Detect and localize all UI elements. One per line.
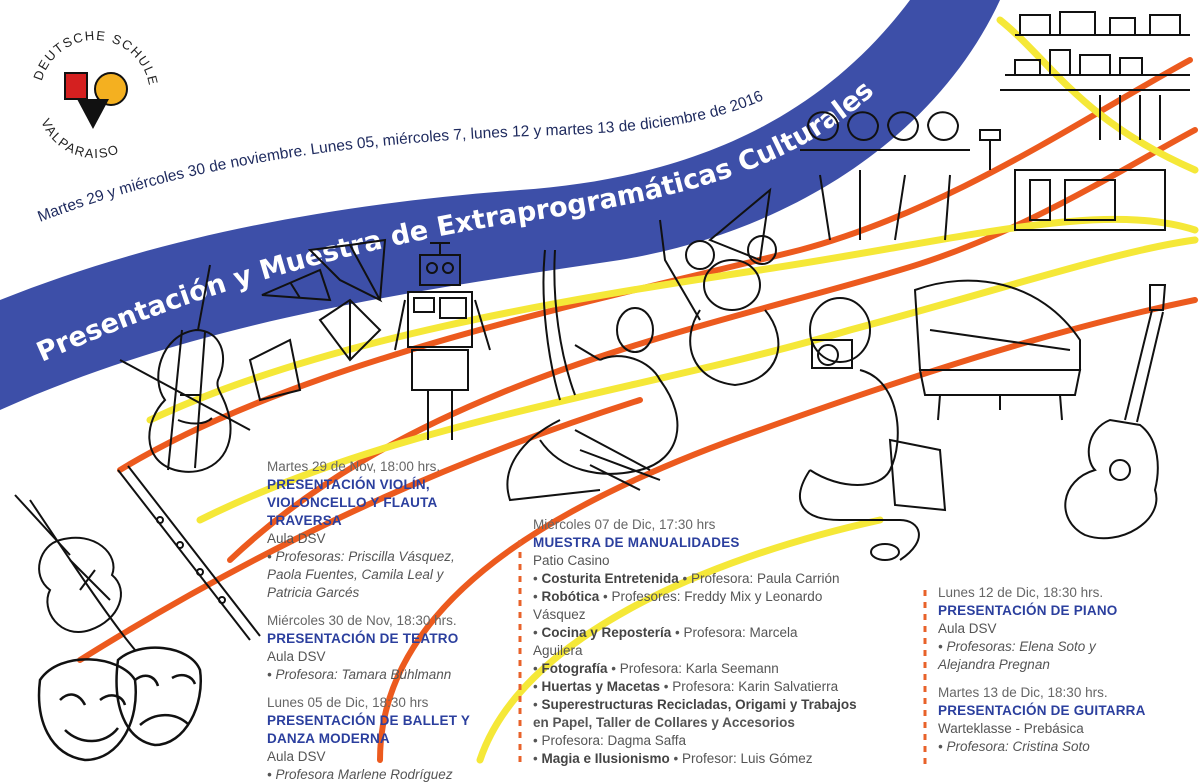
guitar-icon bbox=[1065, 285, 1165, 538]
bullet: • bbox=[533, 589, 542, 604]
violin-icon bbox=[15, 495, 135, 650]
event-date: Lunes 05 de Dic, 18:30 hrs bbox=[267, 695, 429, 710]
column-piano-guitarra bbox=[938, 584, 1193, 756]
workshop-teacher: • Profesores: Freddy Mix y Leonardo bbox=[599, 589, 823, 604]
event-teacher: • Profesora: Cristina Soto bbox=[938, 739, 1090, 754]
bullet: • bbox=[533, 751, 542, 766]
event-place: Aula DSV bbox=[267, 749, 326, 764]
event-title: MUESTRA DE MANUALIDADES bbox=[533, 535, 740, 550]
event-teacher: • Profesora Marlene Rodríguez bbox=[267, 767, 453, 782]
workshop-name: Magia e Ilusionismo bbox=[541, 751, 670, 766]
event-title: DANZA MODERNA bbox=[267, 731, 390, 746]
bullet: • bbox=[533, 661, 542, 676]
workshop-item bbox=[533, 732, 913, 750]
workshop-item bbox=[533, 570, 913, 588]
event-place: Aula DSV bbox=[267, 649, 326, 664]
event-date: Lunes 12 de Dic, 18:30 hrs. bbox=[938, 585, 1104, 600]
event-teacher: • Profesora: Tamara Bühlmann bbox=[267, 667, 452, 682]
workshop-teacher: Profesora: Dagma Saffa bbox=[541, 733, 687, 748]
column-manualidades bbox=[533, 516, 913, 768]
event-date: Martes 29 de Nov, 18:00 hrs. bbox=[267, 459, 441, 474]
event-date: Miércoles 30 de Nov, 18:30 hrs. bbox=[267, 613, 457, 628]
school-logo bbox=[30, 28, 161, 161]
workshop-teacher: Vásquez bbox=[533, 607, 586, 622]
svg-text:VALPARAISO: VALPARAISO bbox=[38, 116, 122, 162]
workshop-name: Cocina y Repostería bbox=[541, 625, 672, 640]
workshop-teacher: • Profesora: Marcela bbox=[671, 625, 798, 640]
bullet: • bbox=[533, 571, 542, 586]
event-date: Martes 13 de Dic, 18:30 hrs. bbox=[938, 685, 1108, 700]
event-place: Patio Casino bbox=[533, 553, 610, 568]
bullet: • bbox=[533, 679, 542, 694]
bullet: • bbox=[533, 733, 542, 748]
workshop-teacher: • Profesora: Karin Salvatierra bbox=[660, 679, 839, 694]
event-teacher: Alejandra Pregnan bbox=[938, 657, 1050, 672]
event-title: PRESENTACIÓN DE GUITARRA bbox=[938, 703, 1146, 718]
workshop-name: Costurita Entretenida bbox=[541, 571, 679, 586]
poster-title: Presentación y Muestra de Extraprogramáticas Culturales bbox=[32, 74, 880, 369]
workshop-name: Superestructuras Recicladas, Origami y Trabajos bbox=[541, 697, 857, 712]
column-violin-teatro-ballet bbox=[267, 458, 512, 784]
event-place: Warteklasse - Prebásica bbox=[938, 721, 1084, 736]
workshop-item bbox=[533, 588, 913, 606]
workshop-list bbox=[533, 570, 913, 768]
event-date: Miércoles 07 de Dic, 17:30 hrs bbox=[533, 517, 716, 532]
event-teacher: • Profesoras: Elena Soto y bbox=[938, 639, 1096, 654]
event-title: PRESENTACIÓN DE TEATRO bbox=[267, 631, 459, 646]
bullet: • bbox=[533, 697, 542, 712]
workshop-teacher: • Profesora: Paula Carrión bbox=[678, 571, 840, 586]
bullet: • bbox=[533, 625, 542, 640]
workshop-name: en Papel, Taller de Collares y Accesorios bbox=[533, 715, 795, 730]
workshop-name: Robótica bbox=[541, 589, 600, 604]
workshop-item bbox=[533, 660, 913, 678]
theater-masks-icon bbox=[39, 648, 201, 760]
event-teacher: • Profesoras: Priscilla Vásquez, bbox=[267, 549, 455, 564]
workshop-teacher: • Profesor: Luis Gómez bbox=[669, 751, 813, 766]
workshop-item bbox=[533, 696, 913, 714]
workshop-item bbox=[533, 678, 913, 696]
workshop-name: Huertas y Macetas bbox=[541, 679, 661, 694]
event-place: Aula DSV bbox=[938, 621, 997, 636]
workshop-teacher: Aguilera bbox=[533, 643, 583, 658]
event-teacher: Paola Fuentes, Camila Leal y bbox=[267, 567, 444, 582]
event-title: PRESENTACIÓN DE BALLET Y bbox=[267, 713, 471, 728]
workshop-item bbox=[533, 750, 913, 768]
event-place: Aula DSV bbox=[267, 531, 326, 546]
workshop-name: Fotografía bbox=[541, 661, 608, 676]
event-title: PRESENTACIÓN DE PIANO bbox=[938, 603, 1118, 618]
event-title: VIOLONCELLO Y FLAUTA TRAVERSA bbox=[267, 495, 438, 528]
dates-line: Martes 29 y miércoles 30 de noviembre. Lunes 05, miércoles 7, lunes 12 y martes 13 de diciembre de 2016 bbox=[35, 87, 766, 226]
event-teacher: Patricia Garcés bbox=[267, 585, 360, 600]
event-title: PRESENTACIÓN VIOLÍN, bbox=[267, 477, 430, 492]
svg-text:DEUTSCHE SCHULE: DEUTSCHE SCHULE bbox=[30, 27, 162, 88]
workshop-teacher: • Profesora: Karla Seemann bbox=[607, 661, 779, 676]
workshop-item bbox=[533, 624, 913, 642]
